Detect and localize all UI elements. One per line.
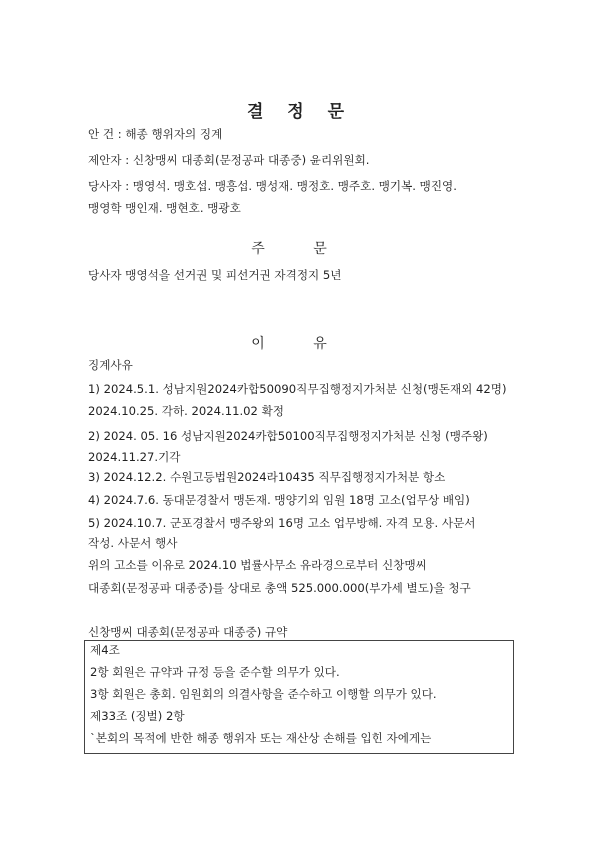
reason-line: 3) 2024.12.2. 수원고등법원2024라10435 직무집행정지가처분 항소 xyxy=(88,470,446,484)
rules-line: `본회의 목적에 반한 해종 행위자 또는 재산상 손해를 입힌 자에게는 xyxy=(90,731,432,745)
reason-line: 1) 2024.5.1. 성남지원2024카합50090직무집행정지가처분 신청(맹돈재외 42명) xyxy=(88,382,507,396)
rules-heading: 신창맹씨 대종회(문정공파 대종중) 규약 xyxy=(88,625,288,639)
reason-line: 대종회(문정공파 대종중)를 상대로 총액 525.000.000(부가세 별도)을 청구 xyxy=(88,581,471,595)
reason-line: 2024.11.27.기각 xyxy=(88,450,181,464)
parties-line-2: 맹영학 맹인재. 맹현호. 맹광호 xyxy=(88,201,241,215)
reason-line: 작성. 사문서 행사 xyxy=(88,536,178,550)
document-title: 결 정 문 xyxy=(246,102,354,122)
rules-line: 3항 회원은 총회. 임원회의 의결사항을 준수하고 이행할 의무가 있다. xyxy=(90,687,437,701)
proposer-line: 제안자 : 신창맹씨 대종회(문정공파 대종중) 윤리위원회. xyxy=(88,153,370,167)
order-heading: 주 문 xyxy=(251,241,349,257)
rules-line: 제4조 xyxy=(90,643,120,657)
reason-subheading: 징계사유 xyxy=(88,358,133,372)
reason-line: 5) 2024.10.7. 군포경찰서 맹주왕외 16명 고소 업무방해. 자격 모용. 사문서 xyxy=(88,516,476,530)
reason-line: 2024.10.25. 각하. 2024.11.02 확정 xyxy=(88,404,284,418)
reason-heading: 이 유 xyxy=(251,336,349,352)
order-text: 당사자 맹영석을 선거권 및 피선거권 자격정지 5년 xyxy=(88,268,342,282)
reason-line: 위의 고소를 이유로 2024.10 법률사무소 유라경으로부터 신창맹씨 xyxy=(88,558,427,572)
rules-line: 제33조 (징벌) 2항 xyxy=(90,709,185,723)
rules-line: 2항 회원은 규약과 규정 등을 준수할 의무가 있다. xyxy=(90,665,340,679)
reason-line: 2) 2024. 05. 16 성남지원2024카합50100직무집행정지가처분 신청 (맹주왕) xyxy=(88,429,488,443)
reason-line: 4) 2024.7.6. 동대문경찰서 맹돈재. 맹양기외 임원 18명 고소(업무상 배임) xyxy=(88,493,470,507)
case-line: 안 건 : 해종 행위자의 징계 xyxy=(88,127,223,141)
parties-line-1: 당사자 : 맹영석. 맹호섭. 맹흥섭. 맹성재. 맹정호. 맹주호. 맹기복. 맹진영. xyxy=(88,179,457,193)
